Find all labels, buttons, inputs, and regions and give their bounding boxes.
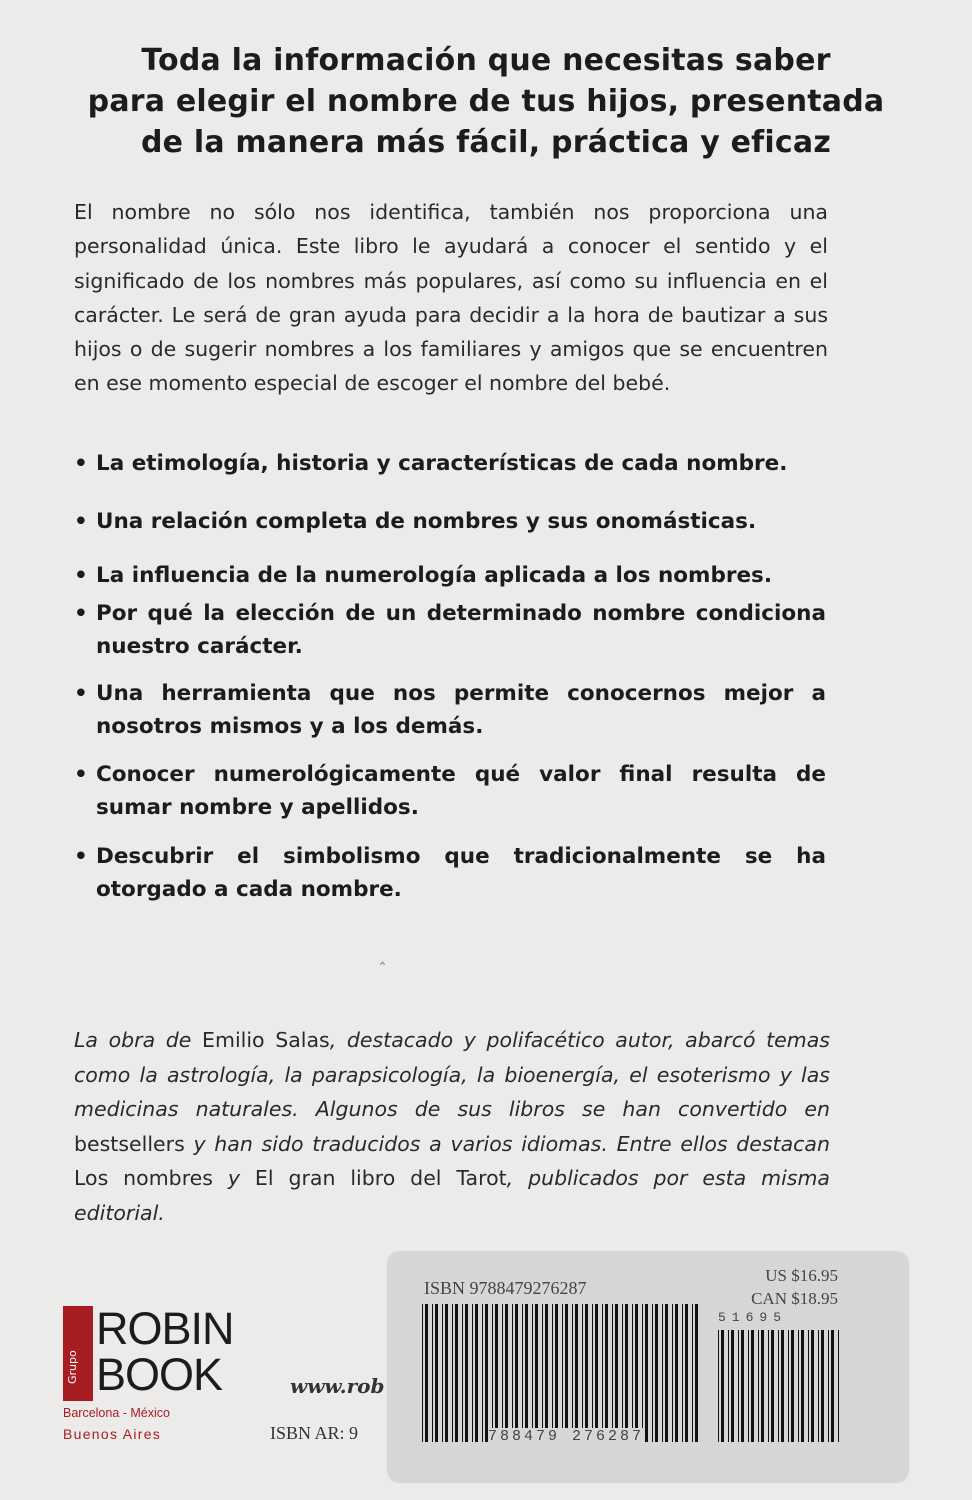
barcode-bar — [552, 1304, 553, 1442]
barcode-bar — [738, 1330, 739, 1442]
headline — [60, 40, 912, 163]
barcode-bar — [652, 1304, 653, 1442]
barcode-bar — [788, 1330, 789, 1442]
barcode-bar — [768, 1330, 769, 1442]
barcode-bar — [632, 1304, 633, 1442]
publisher-cities: Barcelona - México — [63, 1406, 170, 1420]
barcode-bar — [462, 1304, 463, 1442]
barcode-bar — [682, 1304, 683, 1442]
barcode-bar — [592, 1304, 593, 1442]
book-title: El gran libro del Tarot — [254, 1166, 507, 1190]
barcode-icon — [388, 1252, 908, 1482]
feature-item: • Una herramienta que nos permite conocernos mejor a nosotros mismos y a los demás. — [74, 678, 826, 743]
barcode-bar — [778, 1330, 779, 1442]
barcode-bar — [718, 1330, 719, 1442]
barcode-bar — [452, 1304, 453, 1442]
barcode-bar — [615, 1304, 618, 1442]
barcode-bar — [781, 1330, 784, 1442]
barcode-bar — [741, 1330, 744, 1442]
barcode-bar — [695, 1304, 698, 1442]
bullet-icon: • — [74, 563, 88, 588]
isbn-label: ISBN 9788479276287 — [424, 1278, 587, 1298]
barcode-bar — [442, 1304, 443, 1442]
barcode-bar — [545, 1304, 548, 1442]
barcode-bar — [771, 1330, 774, 1442]
barcode-bar — [811, 1330, 814, 1442]
barcode-bar — [758, 1330, 759, 1442]
bullet-icon: • — [74, 844, 88, 869]
barcode-bar — [485, 1304, 488, 1442]
barcode-bar — [665, 1304, 668, 1442]
barcode-bar — [555, 1304, 558, 1442]
barcode-bar — [761, 1330, 764, 1442]
headline-line: Toda la información que necesitas saber — [141, 43, 831, 78]
publisher-cities: Buenos Aires — [63, 1426, 162, 1442]
barcode-bar — [612, 1304, 613, 1442]
barcode-bar — [575, 1304, 578, 1442]
bullet-icon: • — [74, 451, 88, 476]
barcode-bar — [645, 1304, 648, 1442]
price-can: CAN $18.95 — [751, 1289, 838, 1308]
barcode-bar — [748, 1330, 749, 1442]
barcode-bar — [692, 1304, 693, 1442]
barcode-bar — [465, 1304, 468, 1442]
feature-item: • La influencia de la numerología aplicada a los nombres. — [74, 560, 826, 593]
barcode-bar — [535, 1304, 538, 1442]
barcode-bar — [455, 1304, 458, 1442]
feature-item: • Conocer numerológicamente qué valor final resulta de sumar nombre y apellidos. — [74, 759, 826, 824]
barcode-bar — [525, 1304, 528, 1442]
barcode-bar — [831, 1330, 834, 1442]
feature-item: • Una relación completa de nombres y sus onomásticas. — [74, 506, 826, 539]
barcode-bar — [635, 1304, 638, 1442]
barcode-bar — [721, 1330, 724, 1442]
headline-line: de la manera más fácil, práctica y eficaz — [141, 125, 831, 160]
barcode-bar — [818, 1330, 819, 1442]
barcode-bar — [801, 1330, 804, 1442]
barcode-bar — [502, 1304, 503, 1442]
barcode-bar — [798, 1330, 799, 1442]
barcode-bar — [625, 1304, 628, 1442]
barcode-bar — [585, 1304, 588, 1442]
bullet-icon: • — [74, 601, 88, 626]
bullet-icon: • — [74, 681, 88, 706]
barcode-bar — [731, 1330, 734, 1442]
author-bio: La obra de Emilio Salas, destacado y polifacético autor, abarcó temas como la astrología, la parapsicología, la bioenergía, el esoterismo y las medicinas naturales. Algunos de sus libros se han convertido en bestsellers y han sido traducidos a varios idiomas. Entre ellos destacan Los nombres y El gran libro del Tarot, publicados por esta misma editorial. — [74, 1028, 830, 1225]
barcode-bar — [685, 1304, 688, 1442]
intro-paragraph: El nombre no sólo nos identifica, también nos proporciona una personalidad única. Este libro le ayudará a conocer el sentido y el significado de los nombres más populares, así como su influencia en el carácter. Le será de gran ayuda para decidir a la hora de bautizar a sus hijos o de sugerir nombres a los familiares y amigos que se encuentren en ese momento especial de escoger el nombre del bebé. — [74, 200, 828, 396]
logo-text-robin: ROBIN — [96, 1303, 234, 1354]
bullet-icon: • — [74, 762, 88, 787]
bullet-icon: • — [74, 509, 88, 534]
barcode-bar — [472, 1304, 473, 1442]
barcode-number: 788479 276287 — [488, 1428, 645, 1445]
barcode-bar — [821, 1330, 824, 1442]
barcode-bar — [622, 1304, 623, 1442]
barcode-bar — [791, 1330, 794, 1442]
ornament-icon: ˆ — [378, 960, 387, 981]
barcode-bar — [751, 1330, 754, 1442]
barcode-bar — [422, 1304, 423, 1442]
barcode-bar — [565, 1304, 568, 1442]
barcode-bar — [838, 1330, 839, 1442]
publisher-logo: Grupo ROBIN BOOK Barcelona - México Buenos Aires — [63, 1303, 234, 1442]
barcode-bar — [482, 1304, 483, 1442]
barcode-bar — [432, 1304, 433, 1442]
barcode-bar — [808, 1330, 809, 1442]
barcode-bar — [602, 1304, 603, 1442]
barcode-bar — [505, 1304, 508, 1442]
barcode-bar — [435, 1304, 438, 1442]
barcode-bar — [522, 1304, 523, 1442]
publisher-url: www.rob — [290, 1374, 385, 1398]
barcode-bar — [475, 1304, 478, 1442]
barcode-bar — [582, 1304, 583, 1442]
book-title: Los nombres — [74, 1166, 213, 1190]
barcode-bar — [672, 1304, 673, 1442]
barcode-bar — [728, 1330, 729, 1442]
barcode-bar — [605, 1304, 608, 1442]
barcode-bar — [542, 1304, 543, 1442]
logo-text-book: BOOK — [96, 1349, 223, 1400]
barcode-bar — [572, 1304, 573, 1442]
isbn-ar: ISBN AR: 9 — [270, 1423, 359, 1443]
barcode-bar — [492, 1304, 493, 1442]
barcode-bar — [642, 1304, 643, 1442]
barcode-bar — [655, 1304, 658, 1442]
barcode-bar — [675, 1304, 678, 1442]
barcode-bar — [512, 1304, 513, 1442]
feature-item: • La etimología, historia y características de cada nombre. — [74, 448, 826, 481]
barcode-bar — [662, 1304, 663, 1442]
barcode-bar — [425, 1304, 428, 1442]
feature-item: • Descubrir el simbolismo que tradicionalmente se ha otorgado a cada nombre. — [74, 841, 826, 906]
barcode-bar — [445, 1304, 448, 1442]
price-us: US $16.95 — [765, 1266, 838, 1285]
barcode-bar — [515, 1304, 518, 1442]
headline-line: para elegir el nombre de tus hijos, presentada — [87, 84, 885, 119]
barcode-bar — [828, 1330, 829, 1442]
price-addon-code: 51695 — [718, 1310, 788, 1325]
feature-item: • Por qué la elección de un determinado nombre condiciona nuestro carácter. — [74, 598, 826, 663]
barcode-bar — [495, 1304, 498, 1442]
price-barcode-sticker — [388, 1252, 908, 1482]
barcode-bar — [532, 1304, 533, 1442]
barcode-bar — [562, 1304, 563, 1442]
barcode-bar — [595, 1304, 598, 1442]
author-name: Emilio Salas — [202, 1028, 330, 1052]
